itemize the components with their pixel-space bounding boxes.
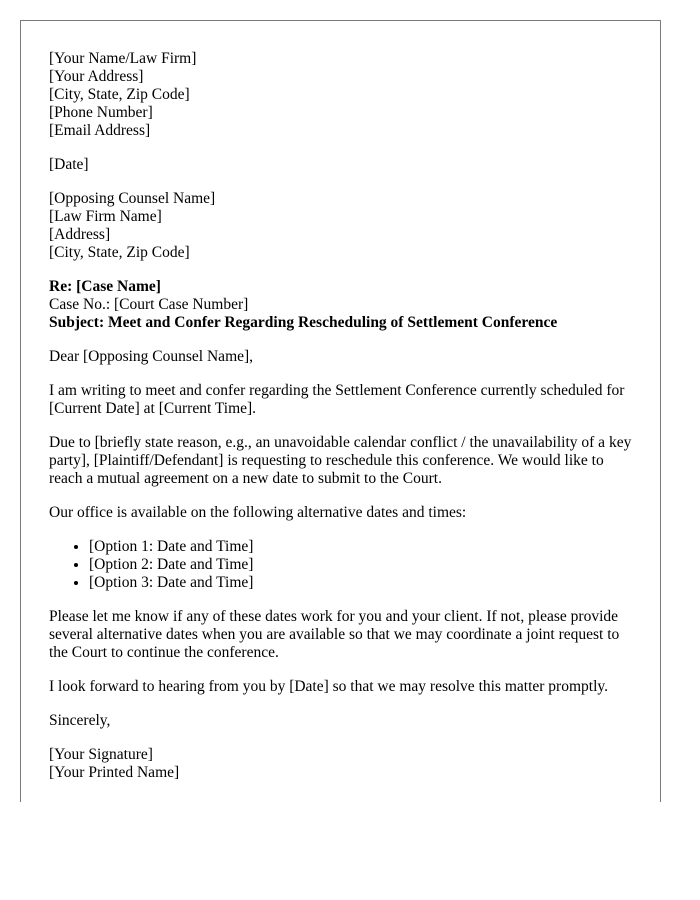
sender-name: [Your Name/Law Firm] xyxy=(49,50,197,67)
salutation: Dear [Opposing Counsel Name], xyxy=(49,348,254,365)
letter-body xyxy=(49,50,641,798)
options-list xyxy=(49,538,641,592)
sender-block xyxy=(49,50,641,140)
paragraph-closing: I look forward to hearing from you by [Date] so that we may resolve this matter promptly. xyxy=(49,678,608,695)
recipient-address: [Address] xyxy=(49,226,111,243)
paragraph-request: Please let me know if any of these dates work for you and your client. If not, please provide several alternative dates when you are available so that we may coordinate a joint request to the Court to continue the conference. xyxy=(49,608,620,661)
reference-block xyxy=(49,278,641,332)
sender-address: [Your Address] xyxy=(49,68,144,85)
sender-email: [Email Address] xyxy=(49,122,151,139)
recipient-city-state-zip: [City, State, Zip Code] xyxy=(49,244,190,261)
list-item: • [Option 3: Date and Time] xyxy=(89,574,641,592)
case-number-line: Case No.: [Court Case Number] xyxy=(49,296,249,313)
list-item: • [Option 2: Date and Time] xyxy=(89,556,641,574)
date-block xyxy=(49,156,641,174)
re-line: Re: [Case Name] xyxy=(49,278,161,295)
sender-city-state-zip: [City, State, Zip Code] xyxy=(49,86,190,103)
recipient-block xyxy=(49,190,641,262)
paragraph-intro: I am writing to meet and confer regarding the Settlement Conference currently scheduled for [Current Date] at [Current Time]. xyxy=(49,382,625,417)
signature-block xyxy=(49,746,641,782)
letter-page xyxy=(20,20,661,802)
paragraph-reason: Due to [briefly state reason, e.g., an unavoidable calendar conflict / the unavailability of a key party], [Plaintiff/Defendant] is requesting to reschedule this conference. We would like to reach a mutual agreement on a new date to submit to the Court. xyxy=(49,434,632,487)
signature-line: [Your Signature] xyxy=(49,746,153,763)
sender-phone: [Phone Number] xyxy=(49,104,153,121)
letter-date: [Date] xyxy=(49,156,89,173)
printed-name-line: [Your Printed Name] xyxy=(49,764,180,781)
recipient-name: [Opposing Counsel Name] xyxy=(49,190,216,207)
recipient-firm: [Law Firm Name] xyxy=(49,208,162,225)
list-item: • [Option 1: Date and Time] xyxy=(89,538,641,556)
paragraph-availability: Our office is available on the following alternative dates and times: xyxy=(49,504,467,521)
subject-line: Subject: Meet and Confer Regarding Rescheduling of Settlement Conference xyxy=(49,314,558,331)
valediction: Sincerely, xyxy=(49,712,111,729)
